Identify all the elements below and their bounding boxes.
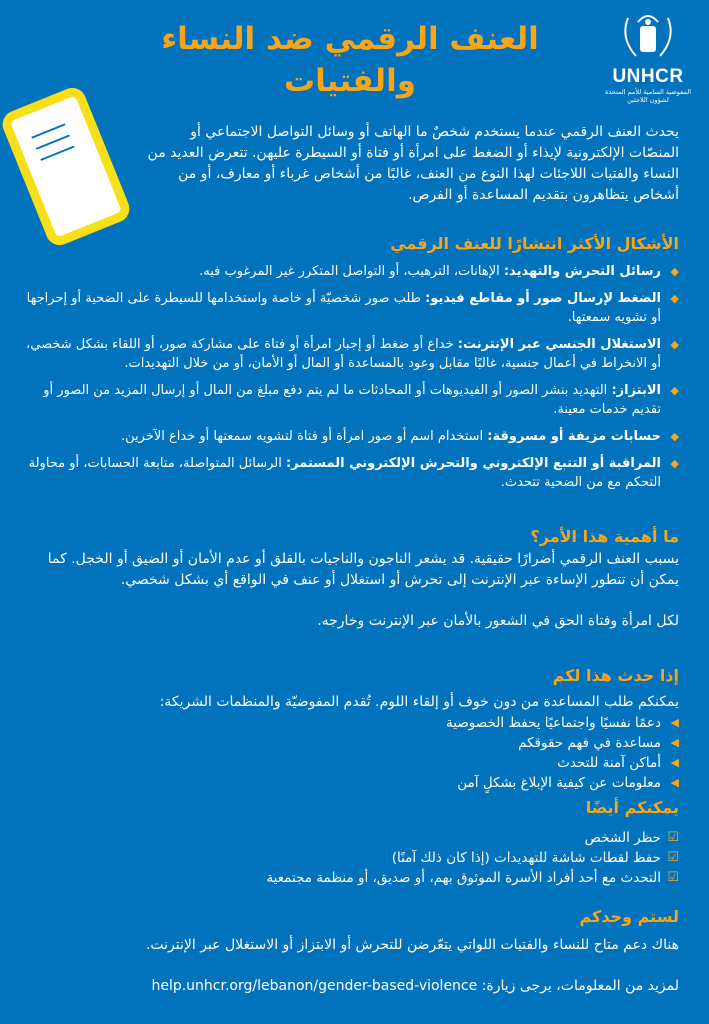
form-term: الاستغلال الجنسي عبر الإنترنت:: [457, 337, 661, 352]
why-paragraph: يسبب العنف الرقمي أضرارًا حقيقية. قد يشعر الناجون والناجيات بالقلق أو عدم الأمان أو الضيق أو الخجل. كما يمكن أن تتطور الإساءة عبر الإنترنت إلى تحرش أو استغلال أو عنف في الواقع أي بشكل شخصي.: [47, 551, 679, 588]
actions-list: [100, 828, 679, 888]
form-description: خداع أو ضغط أو إجبار امرأة أو فتاة على مشاركة صور، أو اللقاء بشكل شخصي، أو الانخراط في أعمال جنسية، غالبًا مقابل وعود بالمساعدة أو المال أو الأمان، أو من خلال التهديدات.: [26, 337, 661, 371]
happened-section: [100, 664, 679, 793]
triangle-bullet-icon: ◀: [670, 756, 679, 769]
happened-intro: يمكنكم طلب المساعدة من دون خوف أو إلقاء اللوم. تُقدم المفوضيّة والمنظمات الشريكة:: [159, 694, 679, 710]
checkbox-icon: ☑: [667, 850, 679, 865]
action-item: [100, 868, 679, 888]
more-info: [60, 976, 679, 997]
support-item-text: مساعدة في فهم حقوقكم: [518, 735, 661, 751]
also-heading: يمكنكم أيضًا: [585, 798, 679, 817]
form-description: الرسائل المتواصلة، متابعة الحسابات، أو محاولة التحكم مع من الضحية تتحدث.: [28, 456, 661, 490]
support-list: [100, 713, 679, 793]
forms-heading: الأشكال الأكثر انتشارًا للعنف الرقمي: [390, 234, 679, 253]
support-item: [100, 733, 679, 753]
form-item: [25, 427, 679, 446]
why-statement: لكل امرأة وفتاة الحق في الشعور بالأمان عبر الإنترنت وخارجه.: [317, 613, 679, 629]
support-item: [100, 773, 679, 793]
forms-section: [25, 232, 679, 500]
form-description: استخدام اسم أو صور امرأة أو فتاة لتشويه سمعتها أو خداع الآخرين.: [121, 429, 488, 444]
diamond-bullet-icon: ◆: [670, 265, 679, 278]
action-item-text: التحدث مع أحد أفراد الأسرة الموثوق بهم، أو صديق، أو منظمة مجتمعية: [266, 870, 661, 886]
support-item-text: معلومات عن كيفية الإبلاغ بشكلٍ آمن: [457, 775, 661, 791]
phone-illustration: [0, 84, 134, 250]
form-description: التهديد بنشر الصور أو الفيديوهات أو المحادثات ما لم يتم دفع مبلغ من المال أو إرسال المزيد من الصور أو تقديم خدمات معينة.: [43, 383, 661, 417]
triangle-bullet-icon: ◀: [670, 776, 679, 789]
support-item: [100, 713, 679, 733]
action-item: [100, 848, 679, 868]
form-item: [25, 454, 679, 492]
form-item: [25, 289, 679, 327]
diamond-bullet-icon: ◆: [670, 430, 679, 443]
happened-heading: إذا حدث هذا لكم: [552, 666, 679, 685]
action-item-text: حفظ لقطات شاشة للتهديدات (إذا كان ذلك آمنًا): [391, 850, 661, 866]
form-item: [25, 335, 679, 373]
triangle-bullet-icon: ◀: [670, 736, 679, 749]
logo-name: UNHCR: [612, 66, 684, 87]
form-description: الإهانات، الترهيب، أو التواصل المتكرر غير المرغوب فيه.: [199, 264, 504, 279]
support-item-text: أماكن آمنة للتحدث: [557, 755, 661, 771]
unhcr-emblem-icon: [618, 10, 678, 62]
why-heading: ما أهمية هذا الأمر؟: [530, 527, 679, 546]
unhcr-logo: [600, 10, 696, 104]
page-title: العنف الرقمي ضد النساء والفتيات: [161, 21, 539, 99]
not-alone-section: [60, 905, 679, 997]
form-term: الابتزاز:: [611, 383, 661, 398]
diamond-bullet-icon: ◆: [670, 338, 679, 351]
support-item: [100, 753, 679, 773]
diamond-bullet-icon: ◆: [670, 292, 679, 305]
checkbox-icon: ☑: [667, 830, 679, 845]
form-term: رسائل التحرش والتهديد:: [503, 264, 661, 279]
form-term: حسابات مزيفة أو مسروقة:: [487, 429, 661, 444]
intro-paragraph: يحدث العنف الرقمي عندما يستخدم شخصٌ ما الهاتف أو وسائل التواصل الاجتماعي أو المنصّات الإلكترونية لإيذاء أو الضغط على امرأة أو فتاة أو السيطرة عليهن. تتعرض العديد من النساء والفتيات اللاجئات لهذا النوع من العنف، غالبًا من أشخاص غرباء أو معارف، أو من أشخاص يتظاهرون بتقديم المساعدة أو الفرص.: [147, 124, 679, 203]
form-term: المراقبة أو التتبع الإلكتروني والتحرش الإلكتروني المستمر:: [285, 456, 661, 471]
triangle-bullet-icon: ◀: [670, 716, 679, 729]
action-item-text: حظر الشخص: [584, 830, 661, 846]
more-info-label: لمزيد من المعلومات، يرجى زيارة:: [477, 978, 679, 994]
diamond-bullet-icon: ◆: [670, 457, 679, 470]
logo-subtitle: المفوضية السامية للأمم المتحدة لشؤون اللاجئين: [604, 88, 692, 104]
action-item: [100, 828, 679, 848]
form-description: طلب صور شخصيّة أو خاصة واستخدامها للسيطرة على الضحية أو إحراجها أو تشويه سمعتها.: [26, 291, 661, 325]
why-section: [40, 525, 679, 632]
more-info-link[interactable]: help.unhcr.org/lebanon/gender-based-violence: [151, 978, 478, 994]
form-term: الضغط لإرسال صور أو مقاطع فيديو:: [425, 291, 661, 306]
form-item: [25, 262, 679, 281]
forms-list: [25, 262, 679, 492]
support-item-text: دعمًا نفسيًا واجتماعيًا يحفظ الخصوصية: [446, 715, 661, 731]
not-alone-text: هناك دعم متاح للنساء والفتيات اللواتي يتعّرضن للتحرش أو الابتزاز أو الاستغلال عبر الإنترنت.: [145, 937, 679, 953]
also-section: [100, 796, 679, 888]
form-item: [25, 381, 679, 419]
not-alone-heading: لستم وحدكم: [579, 907, 679, 926]
diamond-bullet-icon: ◆: [670, 384, 679, 397]
checkbox-icon: ☑: [667, 870, 679, 885]
